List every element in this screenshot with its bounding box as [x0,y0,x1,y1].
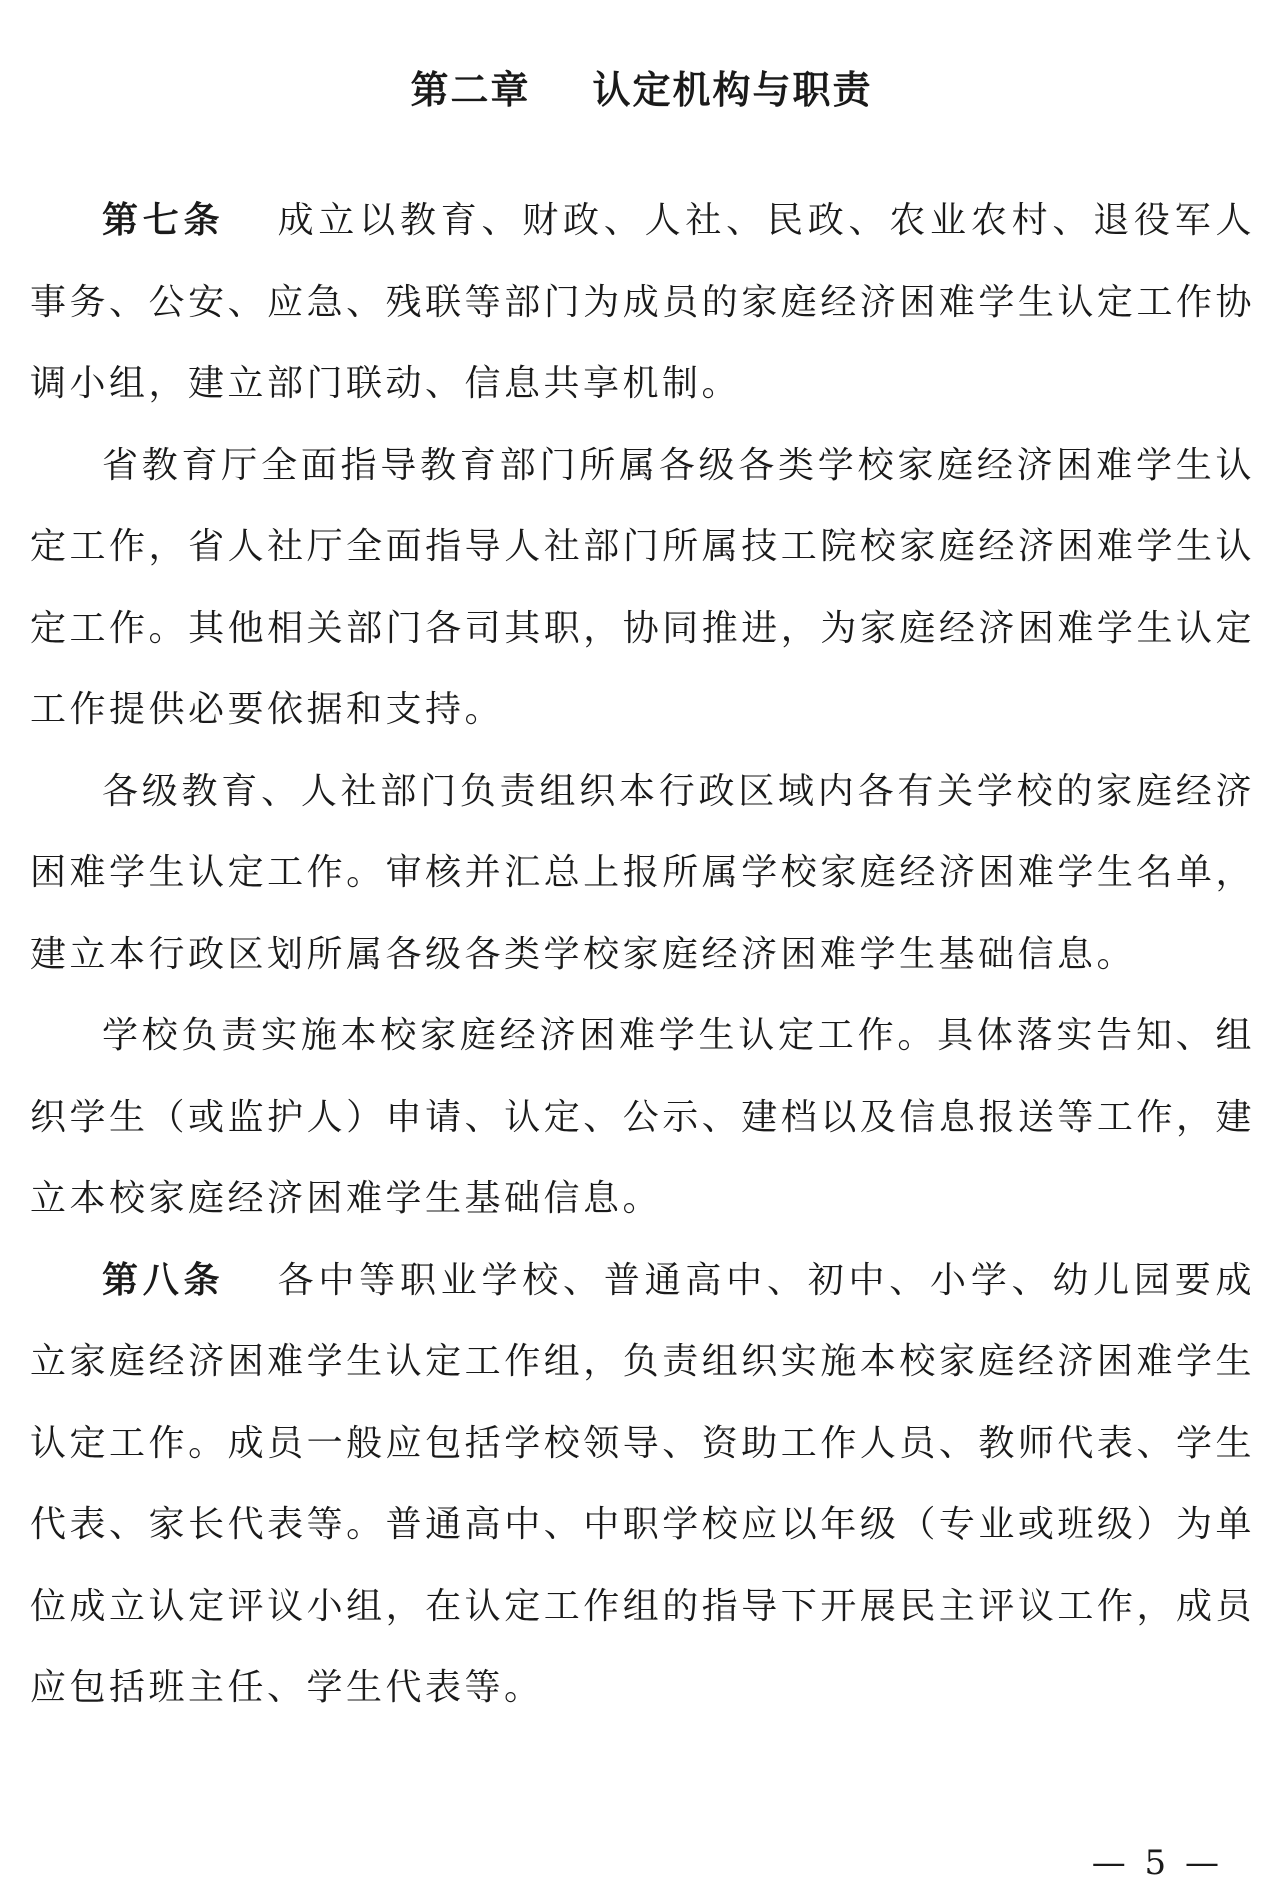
chapter-number: 第二章 [410,68,531,112]
article-7-label: 第七条 [102,200,225,241]
article-8-text: 各中等职业学校、普通高中、初中、小学、幼儿园要成立家庭经济困难学生认定工作组，负责组织实施本校家庭经济困难学生认定工作。成员一般应包括学校领导、资助工作人员、教师代表、学生代表、家长代表等。普通高中、中职学校应以年级（专业或班级）为单位成立认定评议小组，在认定工作组的指导下开展民主评议工作，成员应包括班主任、学生代表等。 [30,1259,1255,1708]
chapter-heading [0,60,1283,120]
article-7-paragraph-2: 省教育厅全面指导教育部门所属各级各类学校家庭经济困难学生认定工作，省人社厅全面指导人社部门所属技工院校家庭经济困难学生认定工作。其他相关部门各司其职，协同推进，为家庭经济困难学生认定工作提供必要依据和支持。 [30,444,1255,730]
article-7-paragraph [30,180,1255,425]
article-8-paragraph [30,1240,1255,1729]
article-8-label: 第八条 [102,1259,225,1301]
article-7-text: 成立以教育、财政、人社、民政、农业农村、退役军人事务、公安、应急、残联等部门为成员的家庭经济困难学生认定工作协调小组，建立部门联动、信息共享机制。 [30,200,1255,404]
chapter-title: 认定机构与职责 [592,68,873,112]
article-7-paragraph-4: 学校负责实施本校家庭经济困难学生认定工作。具体落实告知、组织学生（或监护人）申请、认定、公示、建档以及信息报送等工作，建立本校家庭经济困难学生基础信息。 [30,1015,1255,1219]
article-7-paragraph-3: 各级教育、人社部门负责组织本行政区域内各有关学校的家庭经济困难学生认定工作。审核并汇总上报所属学校家庭经济困难学生名单，建立本行政区划所属各级各类学校家庭经济困难学生基础信息。 [30,770,1255,975]
page-number: — 5 — [1091,1843,1223,1883]
document-body [30,180,1255,1729]
